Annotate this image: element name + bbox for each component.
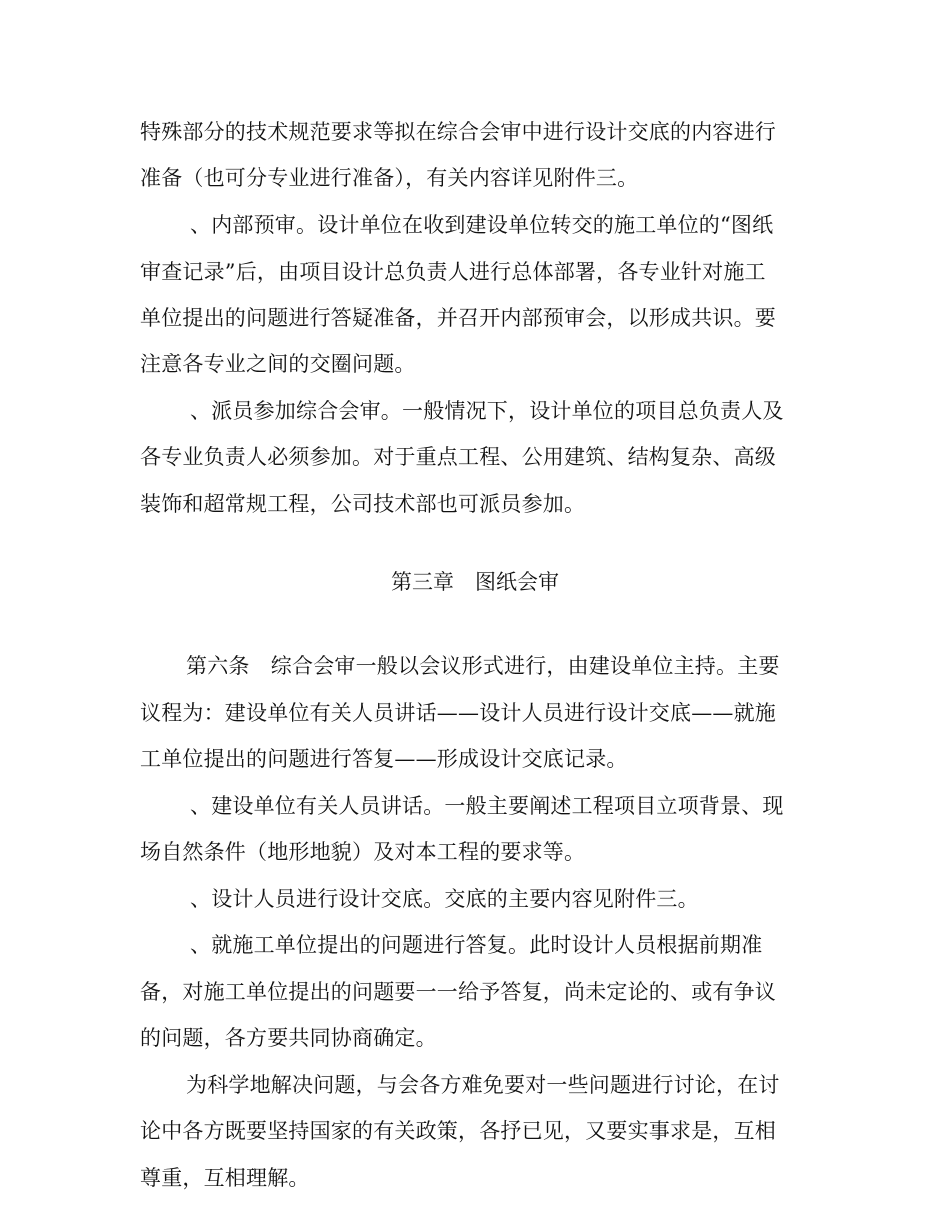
paragraph-line: 、内部预审。设计单位在收到建设单位转交的施工单位的“图纸 [190, 213, 774, 237]
paragraph-line: 特殊部分的技术规范要求等拟在综合会审中进行设计交底的内容进行 [140, 120, 776, 144]
chapter-title: 第三章 图纸会审 [391, 570, 559, 594]
paragraph-line: 场自然条件（地形地貌）及对本工程的要求等。 [140, 840, 586, 864]
paragraph-line: 装饰和超常规工程，公司技术部也可派员参加。 [140, 492, 586, 516]
paragraph-line: 的问题，各方要共同协商确定。 [140, 1026, 437, 1050]
paragraph-line: 、派员参加综合会审。一般情况下，设计单位的项目总负责人及 [190, 399, 784, 423]
paragraph-line: 、就施工单位提出的问题进行答复。此时设计人员根据前期准 [190, 933, 763, 957]
paragraph-line: 第六条 综合会审一般以会议形式进行，由建设单位主持。主要 [186, 654, 780, 678]
paragraph-line: 备，对施工单位提出的问题要一一给予答复，尚未定论的、或有争议 [140, 980, 776, 1004]
paragraph-line: 工单位提出的问题进行答复——形成设计交底记录。 [140, 747, 628, 771]
paragraph-line: 各专业负责人必须参加。对于重点工程、公用建筑、结构复杂、高级 [140, 445, 776, 469]
paragraph-line: 、设计人员进行设计交底。交底的主要内容见附件三。 [190, 887, 699, 911]
paragraph-line: 尊重，互相理解。 [140, 1166, 310, 1190]
paragraph-line: 、建设单位有关人员讲话。一般主要阐述工程项目立项背景、现 [190, 794, 784, 818]
paragraph-line: 为科学地解决问题，与会各方难免要对一些问题进行讨论，在讨 [186, 1073, 780, 1097]
paragraph-line: 审查记录”后，由项目设计总负责人进行总体部署，各专业针对施工 [140, 260, 766, 284]
paragraph-line: 准备（也可分专业进行准备），有关内容详见附件三。 [140, 166, 639, 190]
paragraph-line: 论中各方既要坚持国家的有关政策，各抒已见，又要实事求是，互相 [140, 1119, 776, 1143]
paragraph-line: 注意各专业之间的交圈问题。 [140, 352, 416, 376]
paragraph-line: 议程为：建设单位有关人员讲话——设计人员进行设计交底——就施 [140, 701, 776, 725]
paragraph-line: 单位提出的问题进行答疑准备，并召开内部预审会，以形成共识。要 [140, 306, 776, 330]
